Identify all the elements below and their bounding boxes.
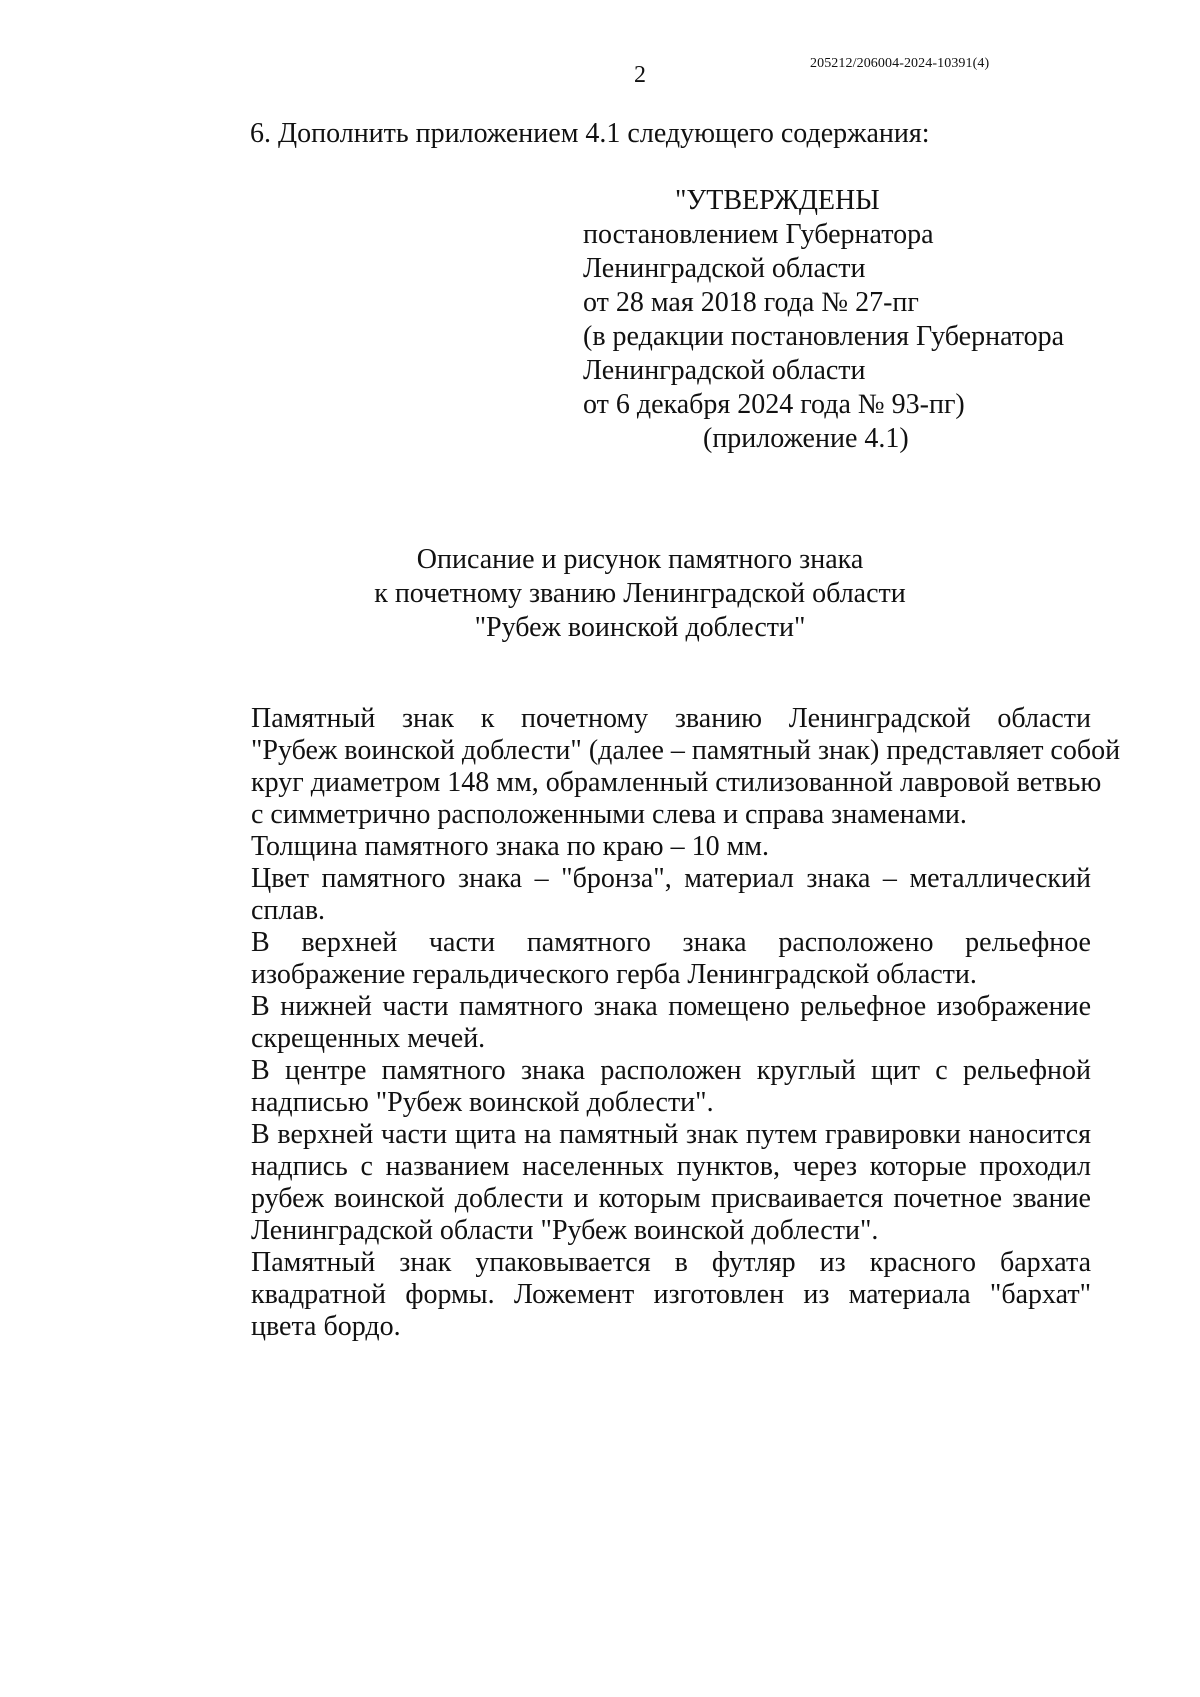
- page-number: 2: [634, 62, 646, 88]
- document-code: 205212/206004-2024-10391(4): [810, 56, 990, 71]
- paragraph-line: надпись с названием населенных пунктов, через которые проходил: [251, 1151, 1091, 1182]
- paragraph: [181, 1055, 1091, 1119]
- document-body: [181, 703, 1121, 1343]
- approval-line: (приложение 4.1): [703, 423, 909, 454]
- paragraph-line: скрещенных мечей.: [251, 1023, 486, 1054]
- paragraph-line: рубеж воинской доблести и которым присваивается почетное звание: [251, 1183, 1091, 1214]
- paragraph-line: с симметрично расположенными слева и справа знаменами.: [251, 799, 967, 830]
- approval-line: от 28 мая 2018 года № 27-пг: [583, 287, 919, 318]
- paragraph: [181, 991, 1091, 1055]
- paragraph-line: надписью "Рубеж воинской доблести".: [251, 1087, 714, 1118]
- paragraph-line: В центре памятного знака расположен круглый щит с рельефной: [251, 1055, 1091, 1086]
- paragraph: [181, 703, 1121, 831]
- intro-text: 6. Дополнить приложением 4.1 следующего содержания:: [250, 118, 930, 149]
- paragraph-line: Ленинградской области "Рубеж воинской доблести".: [251, 1215, 879, 1246]
- paragraph-line: В нижней части памятного знака помещено рельефное изображение: [251, 991, 1091, 1022]
- paragraph-line: изображение геральдического герба Ленинградской области.: [251, 959, 977, 990]
- paragraph: [181, 831, 1091, 863]
- paragraph-line: Толщина памятного знака по краю – 10 мм.: [251, 831, 770, 862]
- paragraph-line: "Рубеж воинской доблести" (далее – памятный знак) представляет собой: [251, 735, 1121, 766]
- approval-line: постановлением Губернатора: [583, 219, 934, 250]
- paragraph-line: В верхней части памятного знака расположено рельефное: [251, 927, 1091, 958]
- title-line: Описание и рисунок памятного знака: [416, 544, 864, 575]
- title-line: к почетному званию Ленинградской области: [374, 578, 906, 609]
- paragraph: [181, 927, 1091, 991]
- paragraph-line: круг диаметром 148 мм, обрамленный стилизованной лавровой ветвью: [251, 767, 1102, 798]
- paragraph: [181, 1119, 1091, 1247]
- approval-line: Ленинградской области: [583, 355, 866, 386]
- paragraph: [181, 863, 1091, 927]
- approval-line: Ленинградской области: [583, 253, 866, 284]
- paragraph-line: Памятный знак к почетному званию Ленинградской области: [251, 703, 1091, 734]
- approval-line: "УТВЕРЖДЕНЫ: [675, 185, 880, 216]
- paragraph-line: сплав.: [251, 895, 326, 926]
- paragraph-line: Памятный знак упаковывается в футляр из красного бархата: [251, 1247, 1091, 1278]
- paragraph-line: квадратной формы. Ложемент изготовлен из материала "бархат": [251, 1279, 1091, 1310]
- title-line: "Рубеж воинской доблести": [474, 612, 806, 643]
- paragraph-line: В верхней части щита на памятный знак путем гравировки наносится: [251, 1119, 1091, 1150]
- approval-block: [583, 184, 1103, 456]
- approval-line: (в редакции постановления Губернатора: [583, 321, 1065, 352]
- paragraph-line: Цвет памятного знака – "бронза", материал знака – металлический: [251, 863, 1091, 894]
- approval-line: от 6 декабря 2024 года № 93-пг): [583, 389, 965, 420]
- paragraph: [181, 1247, 1091, 1343]
- paragraph-line: цвета бордо.: [251, 1311, 401, 1342]
- document-title: [220, 543, 1060, 645]
